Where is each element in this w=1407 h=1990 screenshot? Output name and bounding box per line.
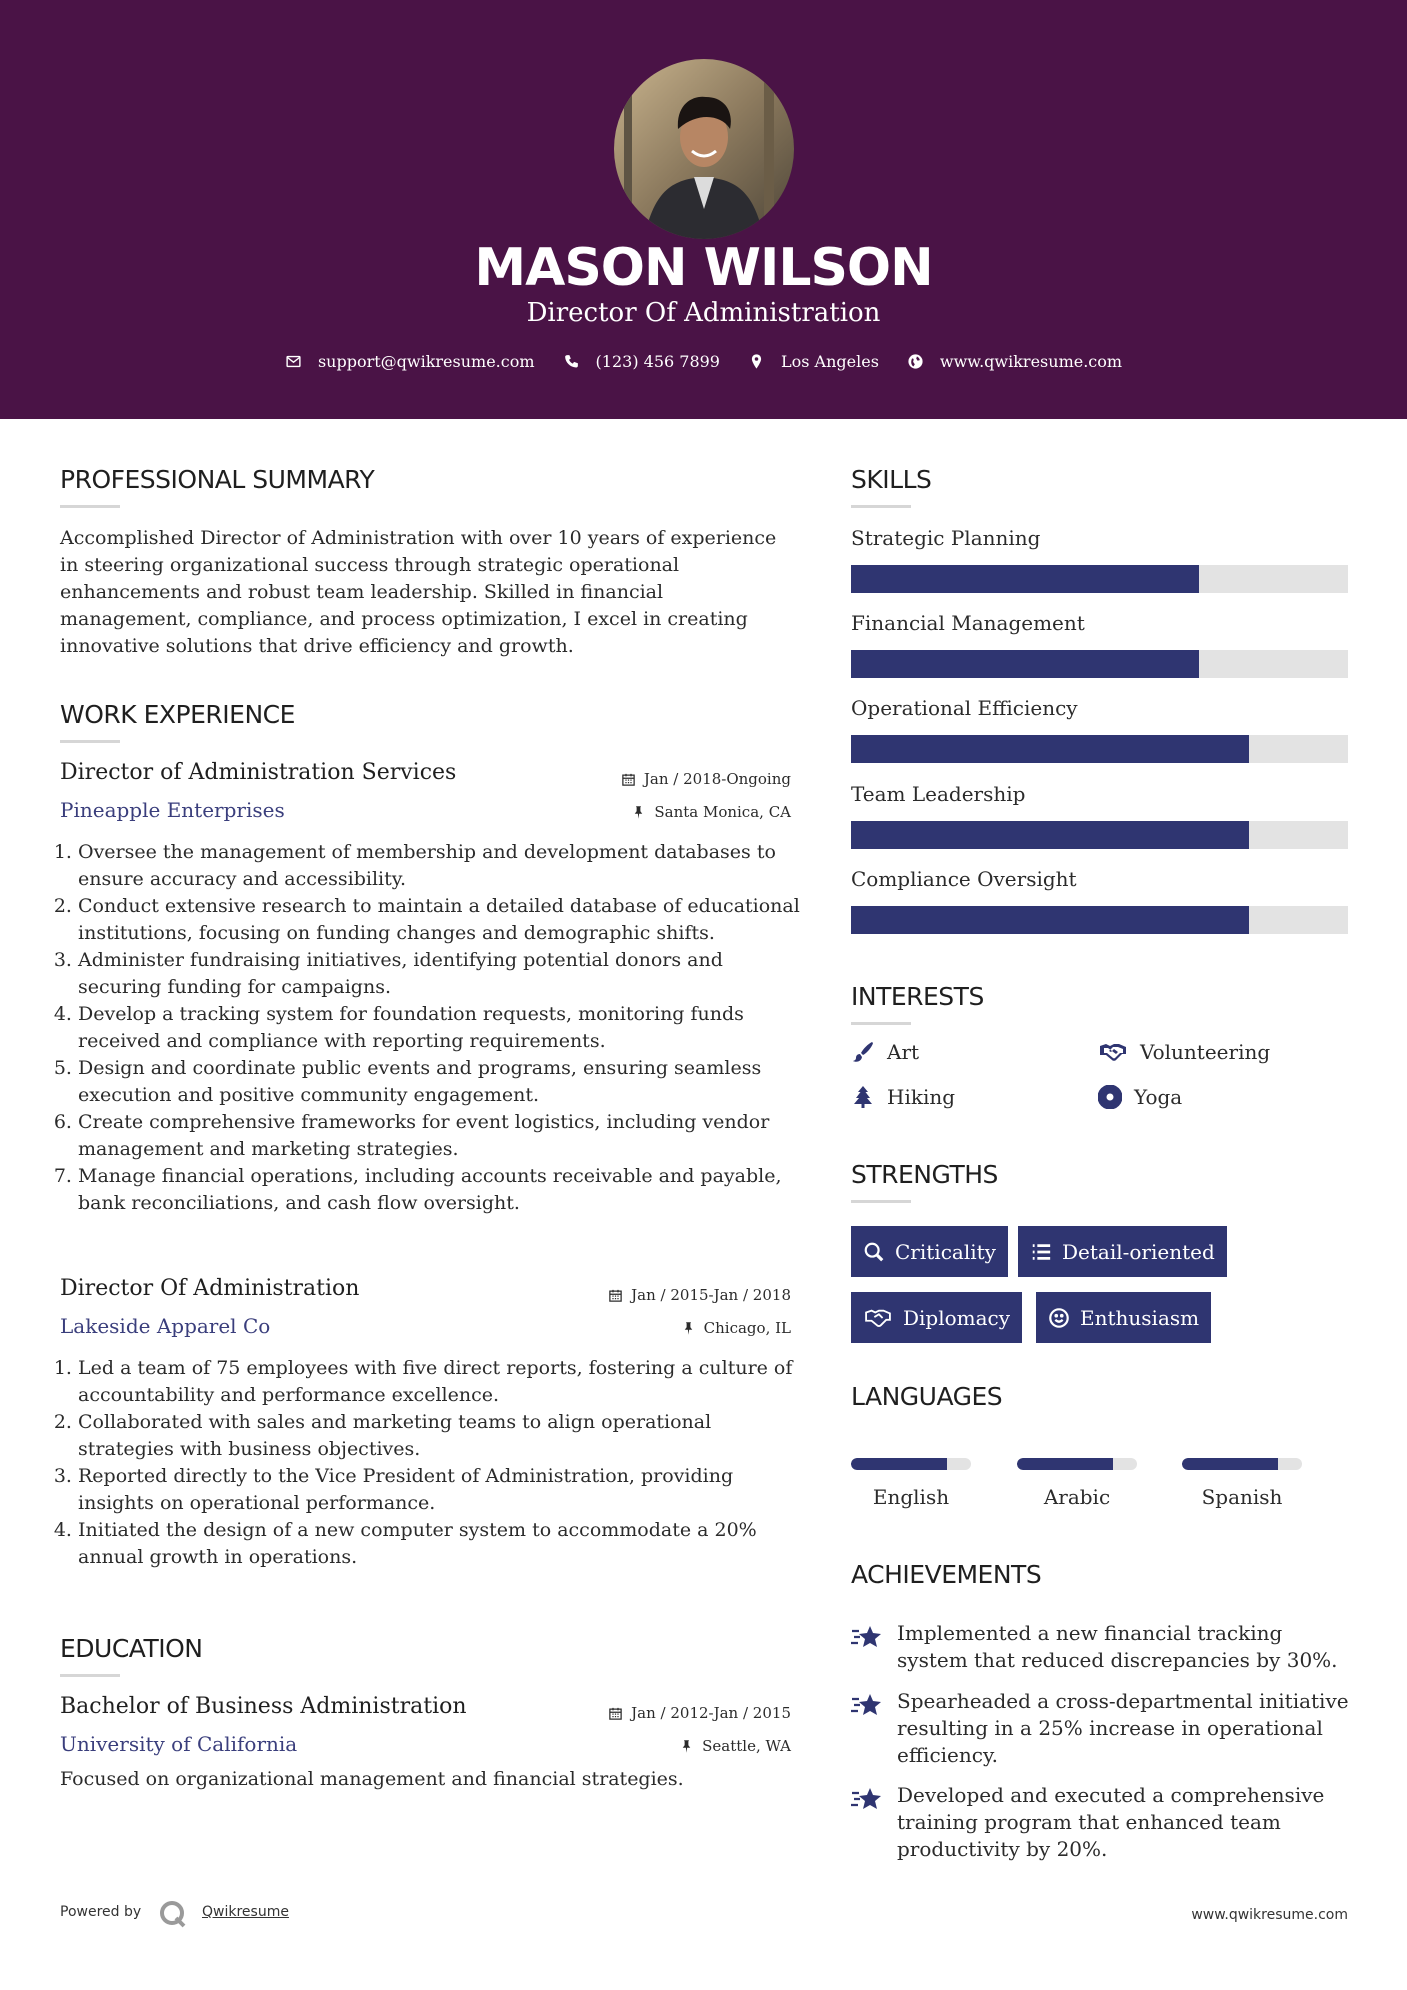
list-item: 4. Develop a tracking system for foundation requests, monitoring funds received and compliance with reporting requirements. bbox=[78, 1001, 800, 1055]
achievement-item: Developed and executed a comprehensive training program that enhanced team productivity by 20%. bbox=[851, 1782, 1351, 1863]
pushpin-icon bbox=[679, 1739, 694, 1754]
job-location: Chicago, IL bbox=[681, 1319, 791, 1337]
job-title: Director of Administration Services bbox=[60, 760, 457, 785]
skill-label: Compliance Oversight bbox=[851, 867, 1077, 891]
language-bar bbox=[1017, 1458, 1137, 1470]
summary-underline bbox=[60, 505, 120, 508]
strengths-heading: STRENGTHS bbox=[851, 1160, 998, 1189]
interests-heading: INTERESTS bbox=[851, 982, 984, 1011]
shooting-star-icon bbox=[851, 1690, 883, 1720]
interests-underline bbox=[851, 1022, 911, 1025]
contact-email[interactable] bbox=[285, 352, 535, 371]
candidate-name: MASON WILSON bbox=[474, 238, 933, 298]
interest-item: Art bbox=[851, 1040, 919, 1064]
language-bar-fill bbox=[1017, 1458, 1113, 1470]
shooting-star-icon bbox=[851, 1622, 883, 1652]
skill-bar bbox=[851, 906, 1348, 934]
footer-powered-by: Powered by bbox=[60, 1904, 142, 1920]
achievements-heading: ACHIEVEMENTS bbox=[851, 1560, 1042, 1589]
skill-bar bbox=[851, 650, 1348, 678]
interest-item: Volunteering bbox=[1098, 1040, 1270, 1064]
education-dates: Jan / 2012-Jan / 2015 bbox=[608, 1704, 791, 1722]
contact-phone-text: (123) 456 7899 bbox=[595, 352, 720, 371]
list-item: 4. Initiated the design of a new computer system to accommodate a 20% annual growth in operations. bbox=[78, 1517, 800, 1571]
contact-bar bbox=[0, 352, 1407, 371]
language-label: English bbox=[872, 1485, 950, 1509]
list-item: 5. Design and coordinate public events and programs, ensuring seamless execution and positive community engagement. bbox=[78, 1055, 800, 1109]
profile-photo bbox=[614, 59, 794, 239]
language-label: Spanish bbox=[1201, 1485, 1283, 1509]
education-underline bbox=[60, 1674, 120, 1677]
list-item: 7. Manage financial operations, including accounts receivable and payable, bank reconciliations, and cash flow oversight. bbox=[78, 1163, 800, 1217]
skill-bar-fill bbox=[851, 735, 1249, 763]
language-bar-fill bbox=[851, 1458, 947, 1470]
skills-underline bbox=[851, 505, 911, 508]
interest-item: Hiking bbox=[851, 1085, 955, 1109]
strength-tag: Enthusiasm bbox=[1036, 1292, 1211, 1343]
education-heading: EDUCATION bbox=[60, 1634, 203, 1663]
summary-heading: PROFESSIONAL SUMMARY bbox=[60, 465, 375, 494]
language-label: Arabic bbox=[1043, 1485, 1111, 1509]
job-location: Santa Monica, CA bbox=[631, 803, 791, 821]
list-item: 2. Collaborated with sales and marketing teams to align operational strategies with business objectives. bbox=[78, 1409, 800, 1463]
education-school: University of California bbox=[60, 1732, 298, 1756]
skill-label: Team Leadership bbox=[851, 782, 1026, 806]
footer-website[interactable]: www.qwikresume.com bbox=[1191, 1907, 1348, 1923]
strength-tag: Criticality bbox=[851, 1226, 1008, 1277]
list-item: 2. Conduct extensive research to maintain a detailed database of educational institutions, focusing on funding changes and demographic shifts. bbox=[78, 893, 800, 947]
calendar-icon bbox=[608, 1706, 623, 1721]
skill-bar bbox=[851, 821, 1348, 849]
skill-bar-fill bbox=[851, 821, 1249, 849]
lifebuoy-icon bbox=[1098, 1085, 1122, 1109]
footer-brand-link[interactable]: Qwikresume bbox=[202, 1904, 289, 1920]
list-item: 3. Administer fundraising initiatives, identifying potential donors and securing funding for campaigns. bbox=[78, 947, 800, 1001]
education-description: Focused on organizational management and financial strategies. bbox=[60, 1768, 684, 1790]
skill-bar-fill bbox=[851, 650, 1199, 678]
job-company: Pineapple Enterprises bbox=[60, 798, 285, 822]
skill-label: Operational Efficiency bbox=[851, 696, 1078, 720]
education-location: Seattle, WA bbox=[679, 1737, 791, 1755]
header-banner bbox=[0, 0, 1407, 419]
experience-heading: WORK EXPERIENCE bbox=[60, 700, 295, 729]
language-bar bbox=[1182, 1458, 1302, 1470]
handshake-icon bbox=[863, 1307, 893, 1329]
education-degree: Bachelor of Business Administration bbox=[60, 1694, 467, 1719]
strengths-underline bbox=[851, 1200, 911, 1203]
list-icon bbox=[1030, 1241, 1052, 1263]
globe-icon bbox=[907, 353, 924, 370]
contact-location bbox=[748, 352, 879, 371]
calendar-icon bbox=[621, 772, 636, 787]
search-icon bbox=[863, 1241, 885, 1263]
contact-phone[interactable] bbox=[563, 352, 720, 371]
strength-tag: Detail-oriented bbox=[1018, 1226, 1227, 1277]
contact-location-text: Los Angeles bbox=[780, 352, 879, 371]
contact-website[interactable] bbox=[907, 352, 1122, 371]
language-bar bbox=[851, 1458, 971, 1470]
pushpin-icon bbox=[631, 805, 646, 820]
job-bullets bbox=[60, 839, 800, 1217]
skills-heading: SKILLS bbox=[851, 465, 932, 494]
interest-item: Yoga bbox=[1098, 1085, 1182, 1109]
strength-tag: Diplomacy bbox=[851, 1292, 1022, 1343]
skill-bar-fill bbox=[851, 906, 1249, 934]
job-dates: Jan / 2015-Jan / 2018 bbox=[608, 1286, 791, 1304]
language-bar-fill bbox=[1182, 1458, 1278, 1470]
skill-label: Strategic Planning bbox=[851, 526, 1041, 550]
candidate-title: Director Of Administration bbox=[526, 298, 881, 328]
summary-text: Accomplished Director of Administration with over 10 years of experience in steering organizational success through strategic operational enhancements and robust team leadership. Skilled in financial management, compliance, and process optimization, I excel in creating innovative solutions that drive efficiency and growth. bbox=[60, 527, 777, 657]
list-item: 1. Led a team of 75 employees with five direct reports, fostering a culture of accountability and performance excellence. bbox=[78, 1355, 800, 1409]
envelope-icon bbox=[285, 353, 302, 370]
skill-label: Financial Management bbox=[851, 611, 1085, 635]
map-pin-icon bbox=[748, 353, 765, 370]
job-bullets bbox=[60, 1355, 800, 1571]
skill-bar bbox=[851, 735, 1348, 763]
contact-website-text: www.qwikresume.com bbox=[939, 352, 1123, 371]
job-dates: Jan / 2018-Ongoing bbox=[621, 770, 791, 788]
job-title: Director Of Administration bbox=[60, 1276, 360, 1301]
contact-email-text: support@qwikresume.com bbox=[317, 352, 535, 371]
achievement-item: Spearheaded a cross-departmental initiative resulting in a 25% increase in operational efficiency. bbox=[851, 1688, 1351, 1769]
calendar-icon bbox=[608, 1288, 623, 1303]
achievement-item: Implemented a new financial tracking system that reduced discrepancies by 30%. bbox=[851, 1620, 1351, 1674]
job-company: Lakeside Apparel Co bbox=[60, 1314, 271, 1338]
shooting-star-icon bbox=[851, 1784, 883, 1814]
handshake-icon bbox=[1098, 1040, 1128, 1064]
tree-icon bbox=[851, 1085, 875, 1109]
smile-icon bbox=[1048, 1307, 1070, 1329]
list-item: 6. Create comprehensive frameworks for event logistics, including vendor management and marketing strategies. bbox=[78, 1109, 800, 1163]
skill-bar bbox=[851, 565, 1348, 593]
languages-heading: LANGUAGES bbox=[851, 1382, 1003, 1411]
list-item: 3. Reported directly to the Vice President of Administration, providing insights on operational performance. bbox=[78, 1463, 800, 1517]
qwikresume-logo-icon bbox=[158, 1899, 188, 1929]
skill-bar-fill bbox=[851, 565, 1199, 593]
list-item: 1. Oversee the management of membership and development databases to ensure accuracy and accessibility. bbox=[78, 839, 800, 893]
phone-icon bbox=[563, 353, 580, 370]
paintbrush-icon bbox=[851, 1040, 875, 1064]
experience-underline bbox=[60, 740, 120, 743]
pushpin-icon bbox=[681, 1321, 696, 1336]
